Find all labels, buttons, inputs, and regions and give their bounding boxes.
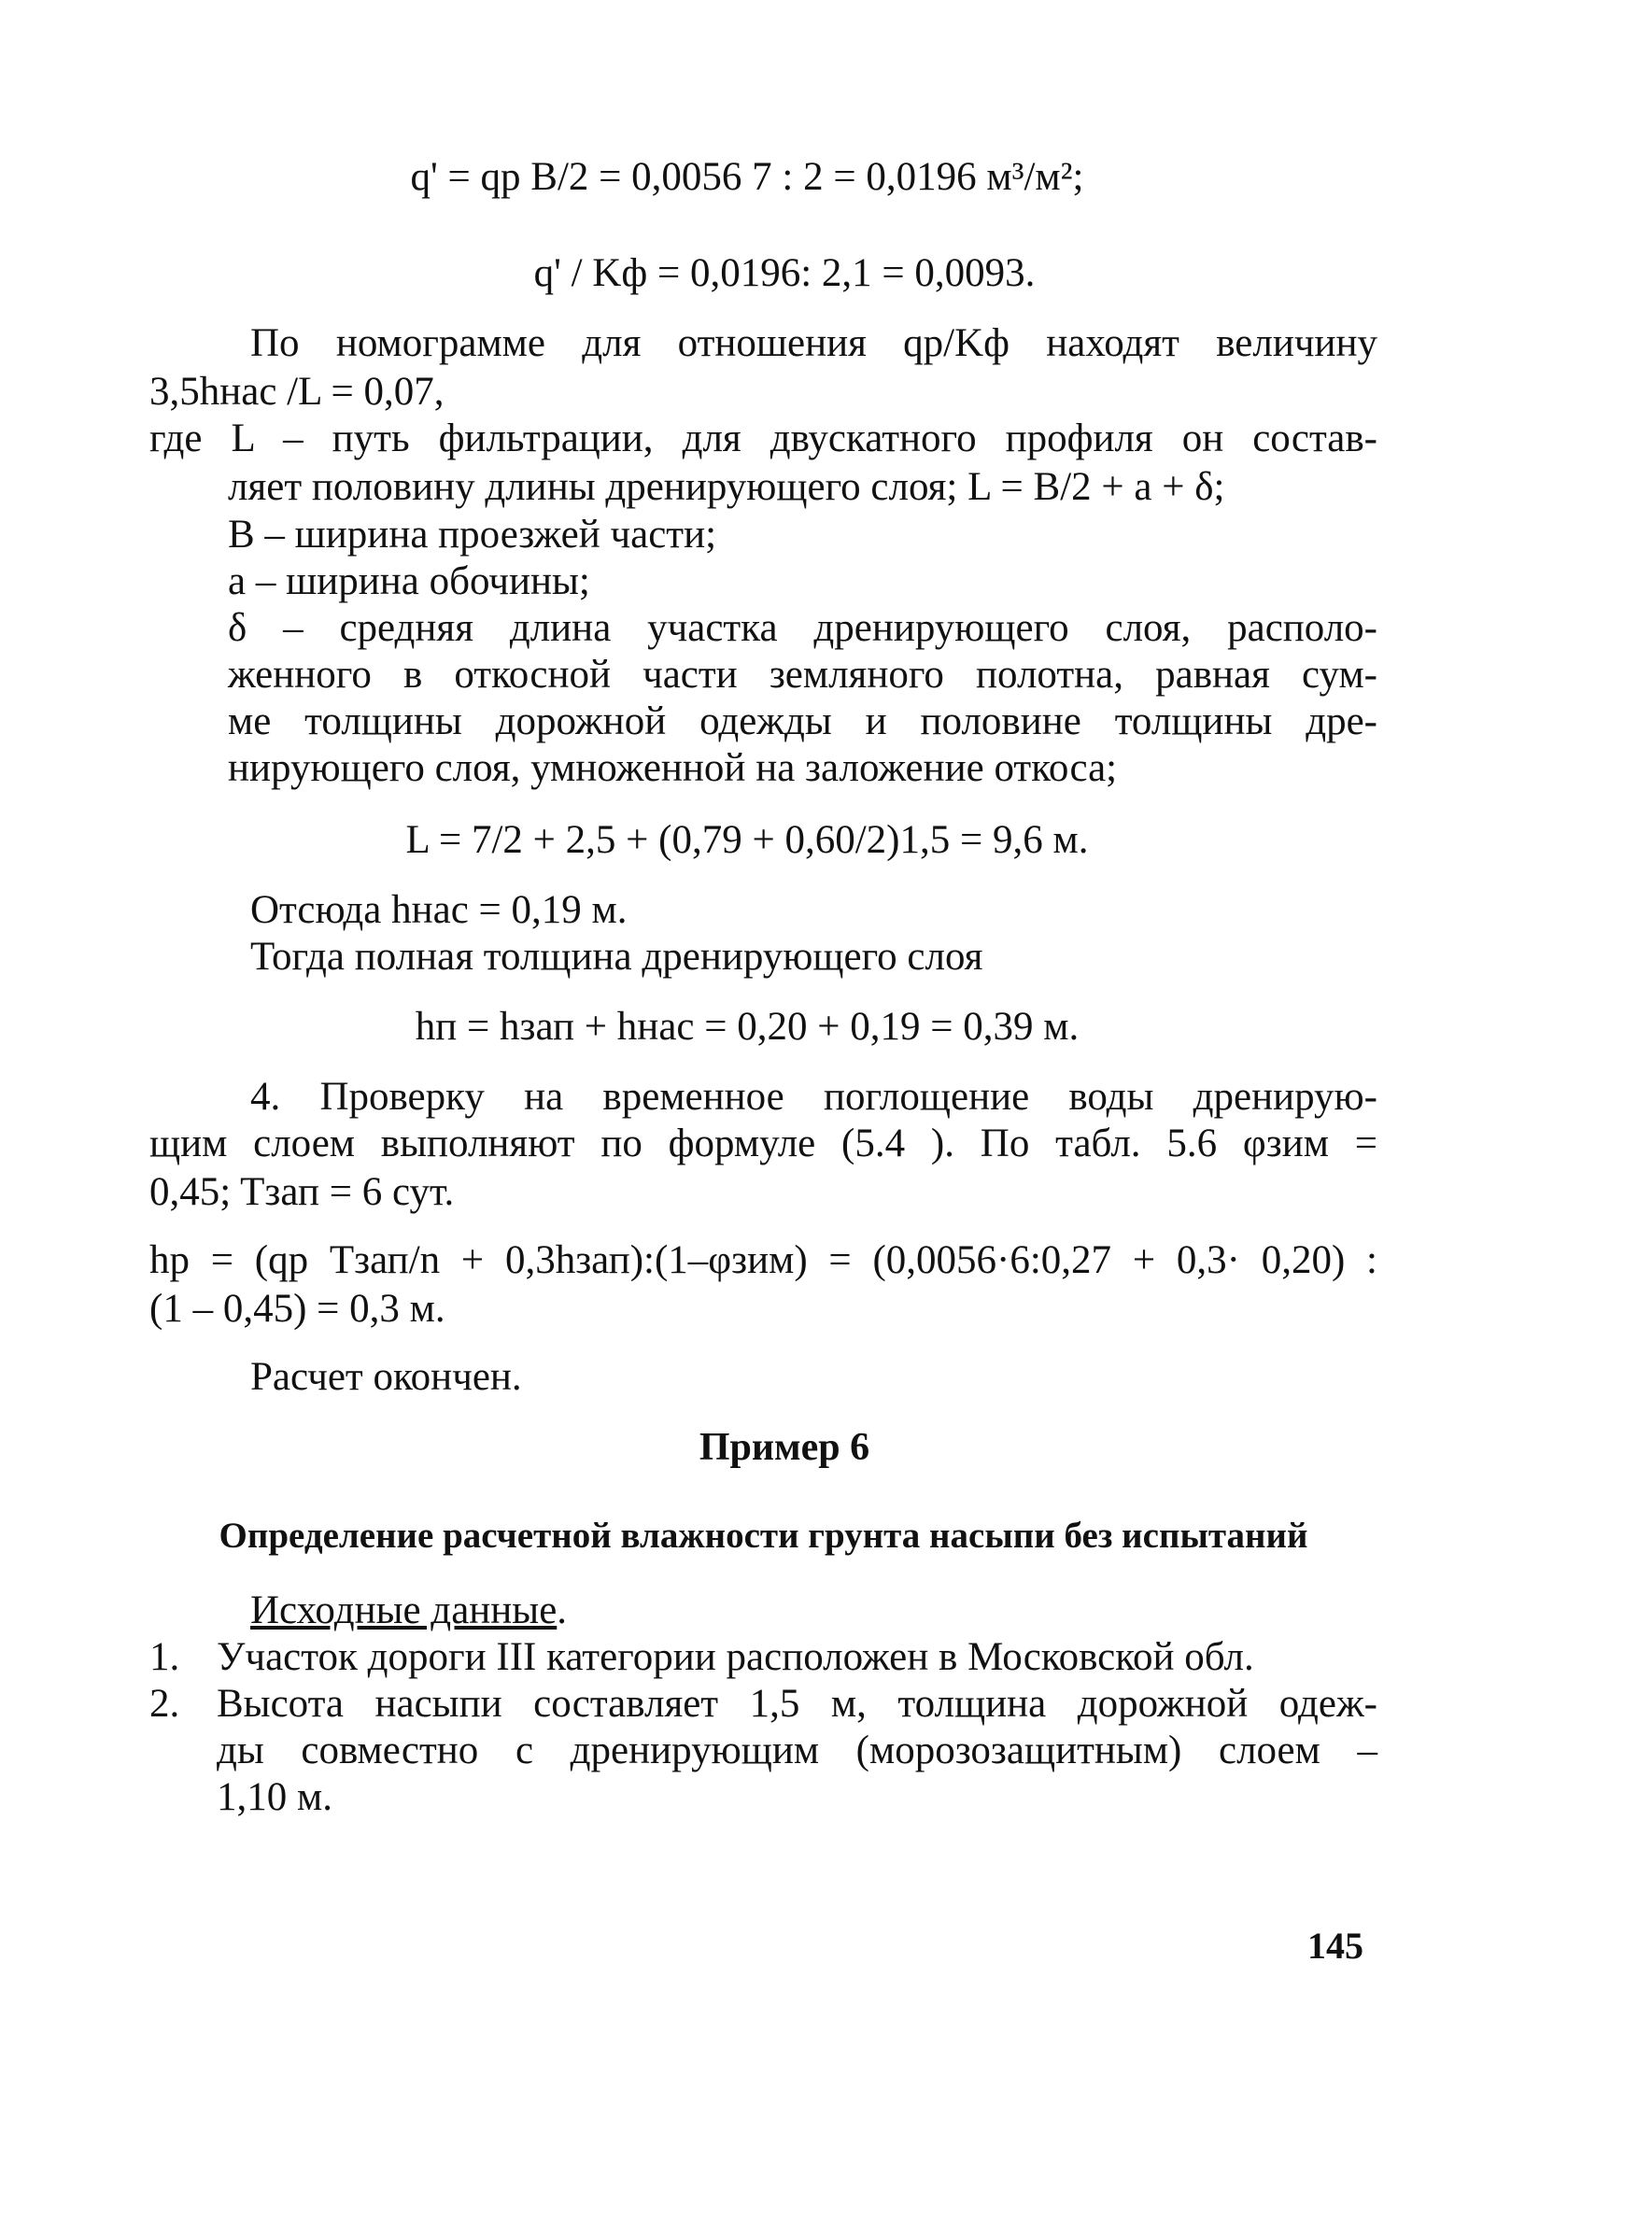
definition-delta-line-3: ме толщины дорожной одежды и половине толщины дре- <box>228 699 1377 743</box>
list-item-line: Высота насыпи составляет 1,5 м, толщина дорожной одеж- <box>217 1682 1377 1726</box>
definition-a: a – ширина обочины; <box>228 559 590 603</box>
list-item-line: ды совместно с дренирующим (морозозащитным) слоем – <box>217 1729 1377 1772</box>
definition-delta-line-4: нирующего слоя, умноженной на заложение откоса; <box>228 746 1118 790</box>
list-item-number: 1. <box>149 1635 180 1679</box>
formula-q-ratio: q' / Kф = 0,0196: 2,1 = 0,0093. <box>533 251 1036 295</box>
example-title: Пример 6 <box>699 1426 870 1469</box>
check-line-2: щим слоем выполняют по формуле (5.4 ). По табл. 5.6 φзим = <box>149 1122 1377 1165</box>
list-item-line: 1,10 м. <box>217 1775 332 1819</box>
example-subtitle: Определение расчетной влажности грунта насыпи без испытаний <box>219 1516 1308 1556</box>
formula-h-full: hп = hзап + hнас = 0,20 + 0,19 = 0,39 м. <box>415 1005 1080 1049</box>
initial-data-heading: Исходные данные. <box>250 1588 568 1632</box>
definition-B: B – ширина проезжей части; <box>228 513 717 557</box>
definition-L-line-2: ляет половину длины дренирующего слоя; L = B/2 + a + δ; <box>228 465 1225 509</box>
definition-L-line-1: где L – путь фильтрации, для двускатного профиля он состав- <box>149 416 1377 460</box>
togda-line: Тогда полная толщина дренирующего слоя <box>250 935 983 979</box>
definition-delta-line-2: женного в откосной части земляного полотна, равная сум- <box>228 653 1377 697</box>
calculation-done: Расчет окончен. <box>250 1355 522 1399</box>
formula-hp-line-2: (1 – 0,45) = 0,3 м. <box>149 1287 445 1331</box>
nomogram-line-2: 3,5hнас /L = 0,07, <box>149 370 445 414</box>
nomogram-line-1: По номограмме для отношения qр/Kф находят величину <box>250 321 1377 365</box>
formula-L-calc: L = 7/2 + 2,5 + (0,79 + 0,60/2)1,5 = 9,6 м. <box>405 818 1089 862</box>
list-item-number: 2. <box>149 1682 180 1726</box>
check-line-3: 0,45; Tзап = 6 сут. <box>149 1170 455 1214</box>
check-line-1: 4. Проверку на временное поглощение воды дренирую- <box>250 1075 1377 1119</box>
formula-hp-line-1: hр = (qр Tзап/n + 0,3hзап):(1–φзим) = (0,0056·6:0,27 + 0,3· 0,20) : <box>149 1238 1377 1282</box>
definition-delta-line-1: δ – средняя длина участка дренирующего слоя, располо- <box>228 606 1377 650</box>
list-item-line: Участок дороги III категории расположен в Московской обл. <box>217 1635 1254 1679</box>
page-number: 145 <box>1307 1925 1363 1967</box>
initial-data-label: Исходные данные <box>250 1588 558 1632</box>
formula-q-prime: q' = qр B/2 = 0,0056 7 : 2 = 0,0196 м³/м²; <box>410 155 1084 199</box>
otsyuda-line: Отсюда hнас = 0,19 м. <box>250 888 628 932</box>
